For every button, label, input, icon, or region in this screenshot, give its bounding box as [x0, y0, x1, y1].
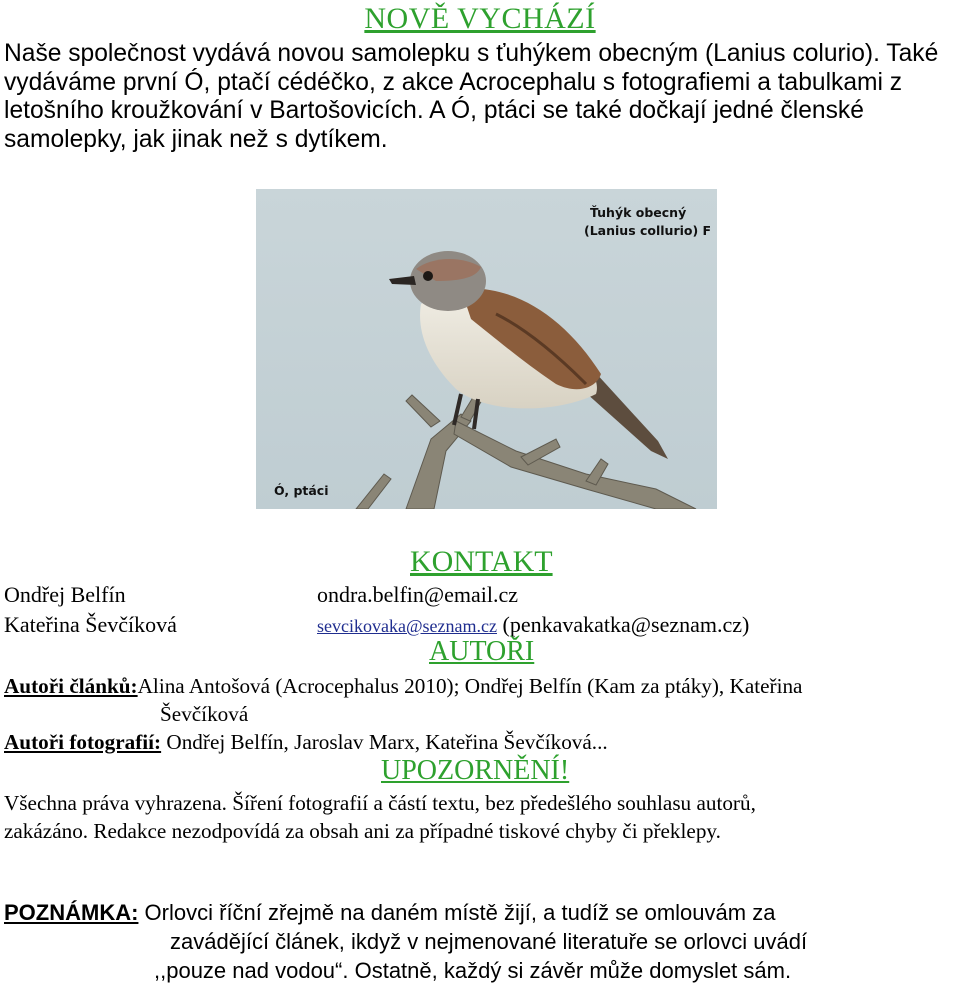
contact-name: Ondřej Belfín [4, 582, 126, 607]
eye [423, 271, 433, 281]
note-line: ,,pouze nad vodou“. Ostatně, každý si závěr může domyslet sám. [154, 958, 792, 983]
note-line1 [4, 898, 960, 927]
warning-heading: UPOZORNĚNÍ! [381, 755, 570, 786]
photo-authors-value: Ondřej Belfín, Jaroslav Marx, Kateřina Ševčíková... [161, 730, 608, 754]
intro-line: letošního kroužkování v Bartošovicích. A Ó, ptáci se také dočkají jedné členské [4, 97, 864, 125]
intro-line: Naše společnost vydává novou samolepku s ťuhýkem obecným (Lanius colurio). Také [4, 40, 939, 67]
contact-email-link[interactable]: sevcikovaka@seznam.cz [317, 616, 497, 636]
intro-line: vydáváme první Ó, ptačí cédéčko, z akce Acrocephalu s fotografiemi a tabulkami z [4, 68, 903, 96]
contact-heading: KONTAKT [410, 545, 553, 578]
photo-caption-line1: Ťuhýk obecný [590, 205, 687, 220]
page-title: NOVĚ VYCHÁZÍ [364, 2, 596, 35]
contact-alt-email: (penkavakatka@seznam.cz) [497, 612, 750, 637]
note-text: Orlovci říční zřejmě na daném místě žijí, a tudíž se omlouvám za [138, 900, 776, 925]
article-authors [4, 674, 802, 699]
note-block [4, 898, 960, 985]
intro-line: samolepky, jak jinak než s dytíkem. [4, 126, 388, 154]
contact-email[interactable]: ondra.belfin@email.cz [317, 582, 519, 607]
warning-line: zakázáno. Redakce nezodpovídá za obsah ani za případné tiskové chyby či překlepy. [4, 819, 721, 843]
shrike-photo [256, 189, 717, 509]
article-authors-value-cont: Ševčíková [160, 702, 249, 726]
note-label: POZNÁMKA: [4, 900, 139, 925]
warning-line: Všechna práva vyhrazena. Šíření fotografií a částí textu, bez předešlého souhlasu autorů, [4, 791, 756, 815]
photo-caption-line2: (Lanius collurio) F [584, 223, 712, 238]
note-line: zavádějící článek, ikdyž v nejmenované literatuře se orlovci uvádí [170, 929, 808, 954]
contact-name: Kateřina Ševčíková [4, 612, 177, 637]
photo-authors-label: Autoři fotografií: [4, 730, 162, 754]
article-authors-label: Autoři článků: [4, 674, 138, 698]
authors-heading: AUTOŘI [429, 636, 535, 667]
photo-watermark: Ó, ptáci [274, 483, 329, 498]
intro-paragraph [4, 40, 960, 155]
photo-authors [4, 730, 608, 755]
contact-email-row [317, 612, 749, 638]
article-authors-value: Alina Antošová (Acrocephalus 2010); Ondřej Belfín (Kam za ptáky), Kateřina [137, 674, 803, 698]
shrike-illustration [256, 189, 717, 509]
